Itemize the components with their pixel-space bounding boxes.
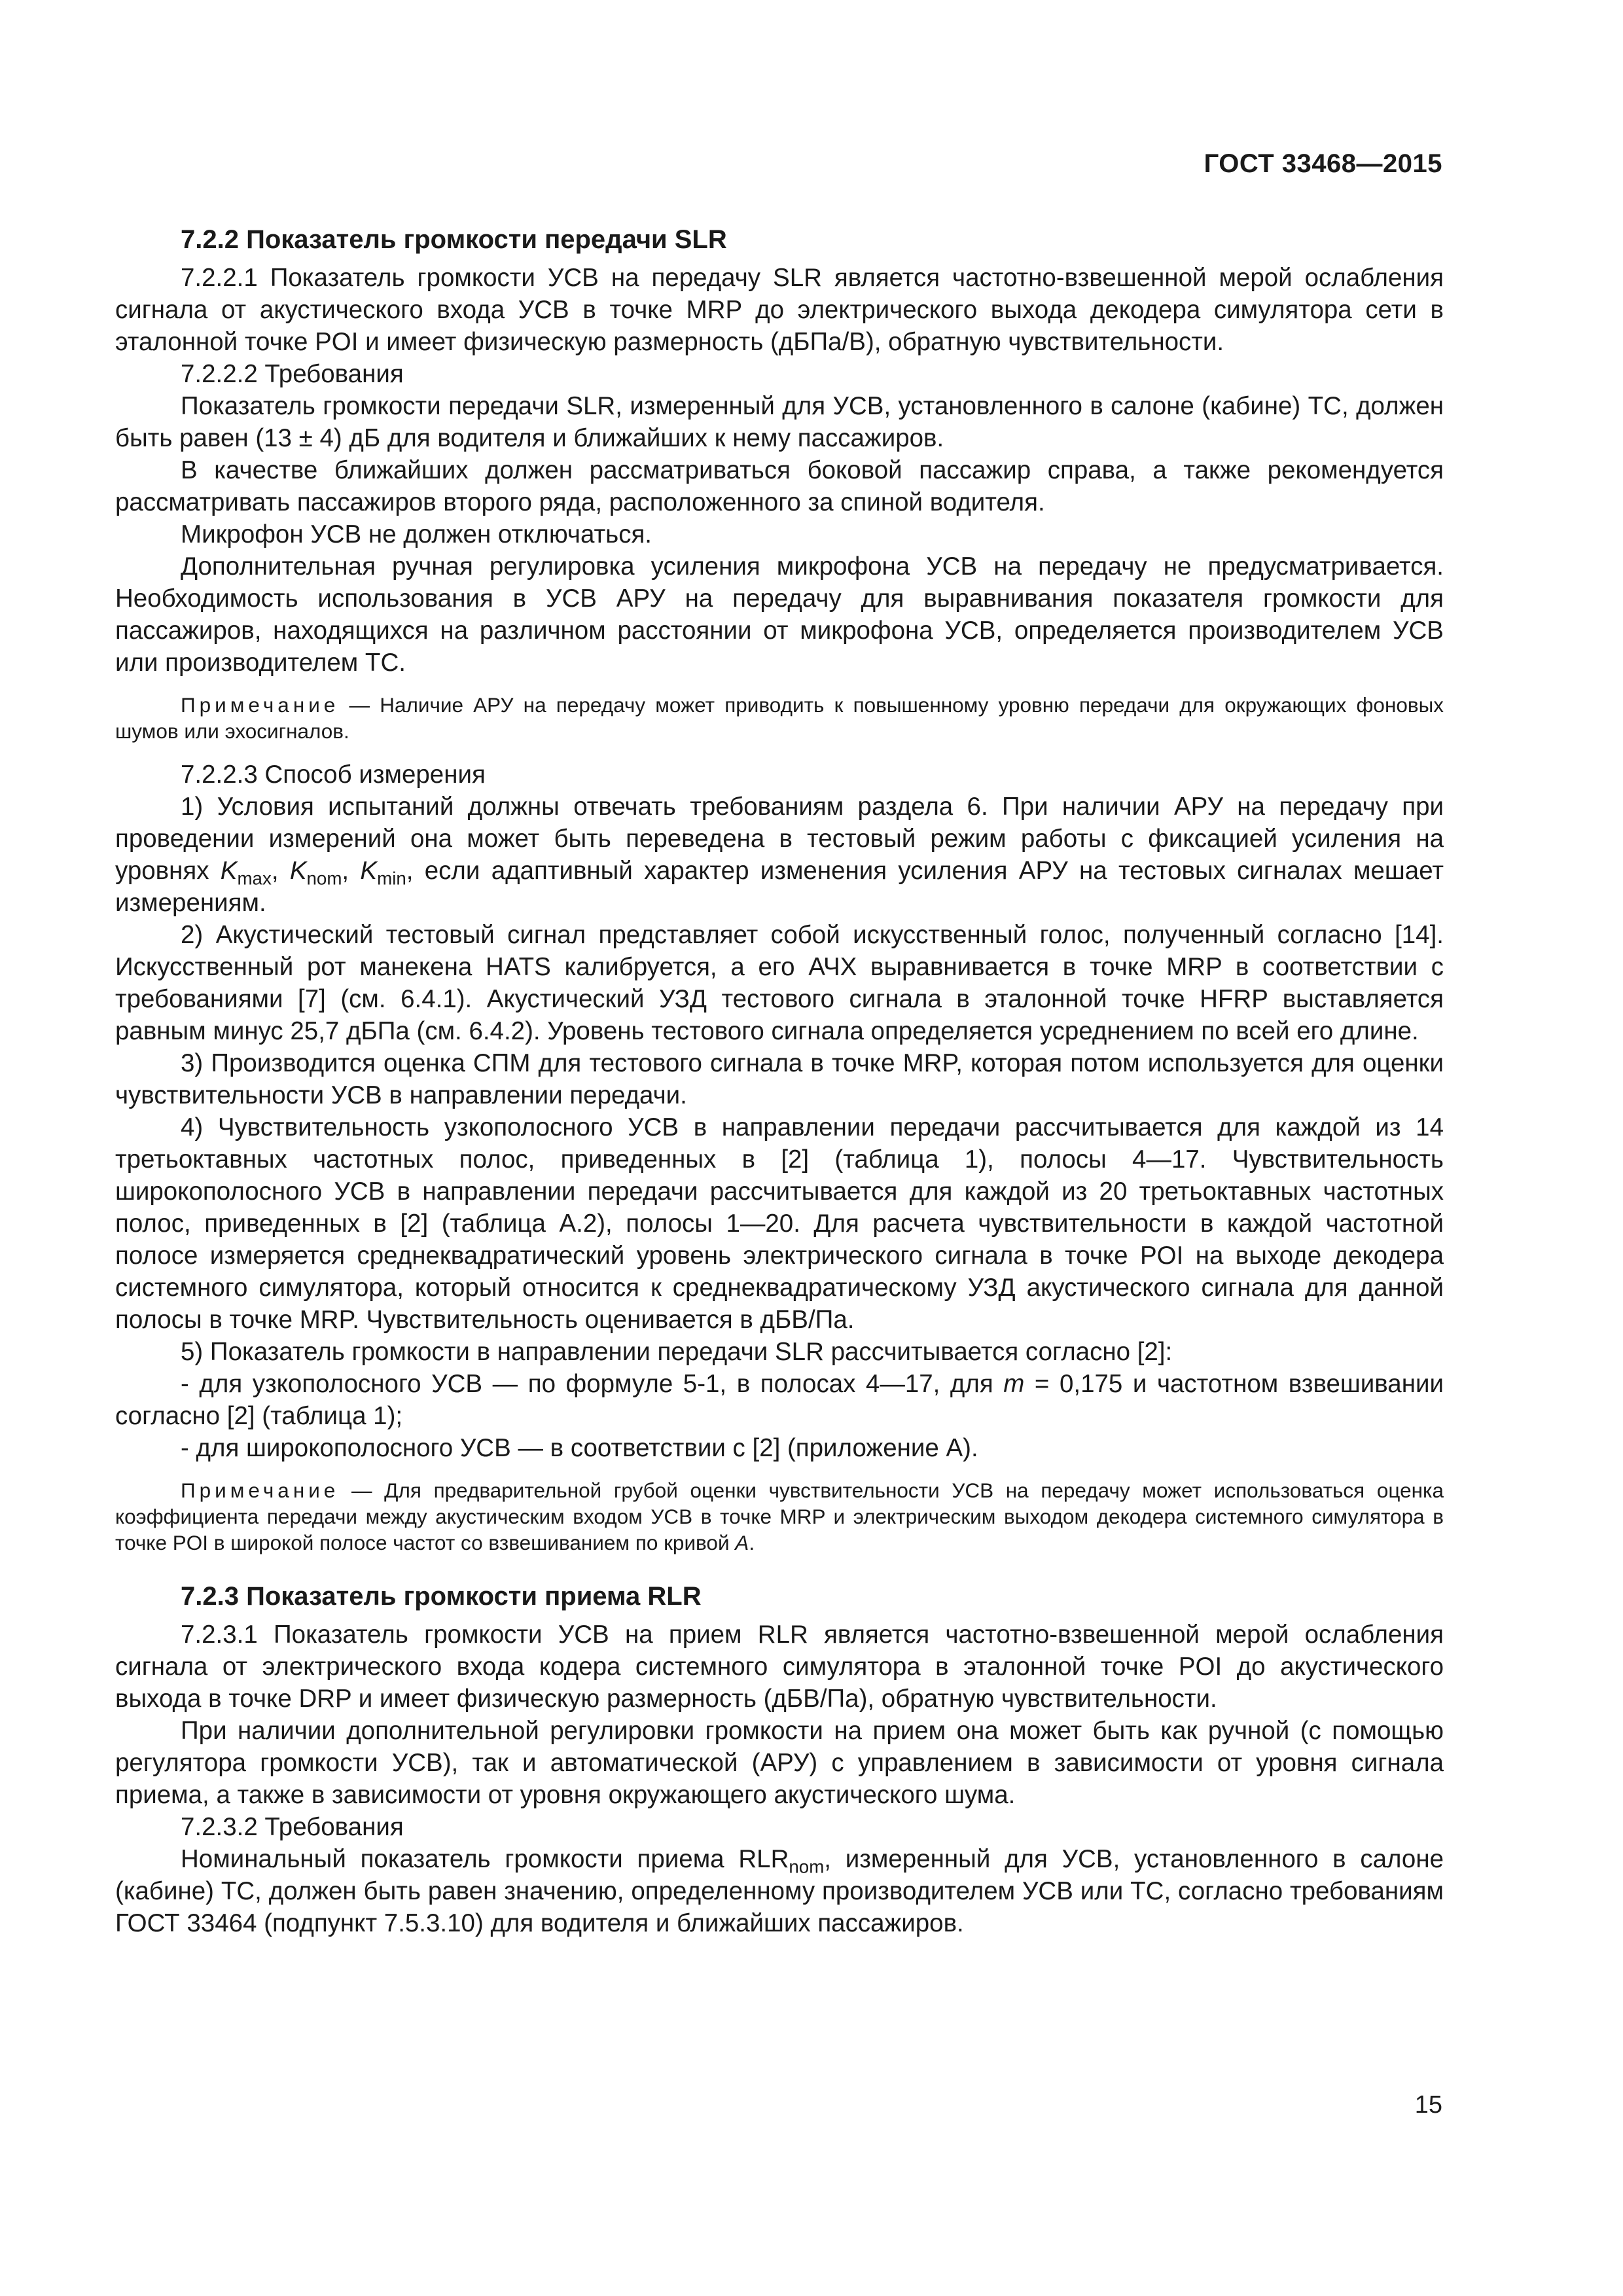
section-heading-7-2-3: 7.2.3 Показатель громкости приема RLR bbox=[181, 1582, 702, 1611]
subheading-method: 7.2.2.3 Способ измерения bbox=[181, 761, 486, 789]
paragraph-req-4: Дополнительная ручная регулировка усиления микрофона УСВ на передачу не предусматривается. Необходимость использования в УСВ АРУ на передачу для выравнивания показателя громкости для пассажиров, находящихся на различном расстоянии от микрофона УСВ, определяется производителем УСВ или производителем ТС. bbox=[115, 552, 1444, 677]
method-item-3: 3) Производится оценка СПМ для тестового сигнала в точке MRP, которая потом используется для оценки чувствительности УСВ в направлении передачи. bbox=[115, 1049, 1444, 1109]
method-item-1: 1) Условия испытаний должны отвечать требованиям раздела 6. При наличии АРУ на передачу при проведении измерений она может быть переведена в тестовый режим работы с фиксацией усиления на уровнях $K_{max}$, $K_{nom}$, $K_{min}$, если адаптивный характер изменения усиления АРУ на тестовых сигналах мешает измерениям. bbox=[115, 793, 1444, 917]
method-item-5: 5) Показатель громкости в направлении передачи SLR рассчитывается согласно [2]: bbox=[181, 1338, 1173, 1366]
page-content bbox=[115, 223, 1444, 1939]
note-label: Примечание bbox=[181, 1479, 340, 1502]
paragraph-req-3: Микрофон УСВ не должен отключаться. bbox=[181, 520, 652, 548]
paragraph-req-2: В качестве ближайших должен рассматриваться боковой пассажир справа, а также рекомендуется рассматривать пассажиров второго ряда, расположенного за спиной водителя. bbox=[115, 456, 1444, 516]
method-item-4: 4) Чувствительность узкополосного УСВ в направлении передачи рассчитывается для каждой из 14 третьоктавных частотных полос, приведенных в [2] (таблица 1), полосы 4—17. Чувствительность широкополосного УСВ в направлении передачи рассчитывается для каждой из 20 третьоктавных частотных полос, приведенных в [2] (таблица А.2), полосы 1—20. Для расчета чувствительности в каждой частотной полосе измеряется среднеквадратический уровень электрического сигнала в точке POI на выходе декодера системного симулятора, который относится к среднеквадратическому УЗД акустического сигнала для данной полосы в точке MRP. Чувствительность оценивается в дБВ/Па. bbox=[115, 1113, 1444, 1334]
note-1 bbox=[115, 692, 1444, 744]
note-2: Примечание — Для предварительной грубой оценки чувствительности УСВ на передачу может использоваться оценка коэффициента передачи между акустическим входом УСВ в точке MRP и электрическим выходом декодера системного симулятора в точке POI в широкой полосе частот со взвешиванием по кривой A. bbox=[115, 1479, 1444, 1554]
paragraph-7-2-2-1: 7.2.2.1 Показатель громкости УСВ на передачу SLR является частотно-взвешенной мерой ослабления сигнала от акустического входа УСВ в точке MRP до электрического выхода декодера симулятора сети в эталонной точке POI и имеет физическую размерность (дБПа/В), обратную чувствительности. bbox=[115, 264, 1444, 356]
note-text: — Наличие АРУ на передачу может приводить к повышенному уровню передачи для окружающих фоновых шумов или эхосигналов. bbox=[115, 693, 1444, 743]
subheading-requirements-2: 7.2.3.2 Требования bbox=[181, 1813, 404, 1841]
paragraph-7-2-3-1: 7.2.3.1 Показатель громкости УСВ на прием RLR является частотно-взвешенной мерой ослабления сигнала от электрического входа кодера системного симулятора в эталонной точке POI до акустического выхода в точке DRP и имеет физическую размерность (дБВ/Па), обратную чувствительности. bbox=[115, 1621, 1444, 1713]
method-item-5-narrowband: - для узкополосного УСВ — по формуле 5-1, в полосах 4—17, для m = 0,175 и частотном взвешивании согласно [2] (таблица 1); bbox=[115, 1370, 1444, 1430]
paragraph-req-1: Показатель громкости передачи SLR, измеренный для УСВ, установленного в салоне (кабине) ТС, должен быть равен (13 ± 4) дБ для водителя и ближайших к нему пассажиров. bbox=[115, 392, 1444, 452]
paragraph-7-2-3-1-b: При наличии дополнительной регулировки громкости на прием она может быть как ручной (с помощью регулятора громкости УСВ), так и автоматической (АРУ) с управлением в зависимости от уровня сигнала приема, а также в зависимости от уровня окружающего акустического шума. bbox=[115, 1717, 1444, 1809]
subheading-requirements: 7.2.2.2 Требования bbox=[181, 360, 404, 388]
page-number: 15 bbox=[1414, 2091, 1442, 2119]
document-header-id: ГОСТ 33468—2015 bbox=[1204, 149, 1442, 178]
method-item-5-wideband: - для широкополосного УСВ — в соответствии с [2] (приложение А). bbox=[181, 1434, 978, 1462]
method-item-2: 2) Акустический тестовый сигнал представляет собой искусственный голос, полученный согласно [14]. Искусственный рот манекена HATS калибруется, а его АЧХ выравнивается в точке MRP в соответствии с требованиями [7] (см. 6.4.1). Акустический УЗД тестового сигнала в эталонной точке HFRP выставляется равным минус 25,7 дБПа (см. 6.4.2). Уровень тестового сигнала определяется усреднением по всей его длине. bbox=[115, 921, 1444, 1045]
section-heading-7-2-2: 7.2.2 Показатель громкости передачи SLR bbox=[181, 225, 727, 254]
paragraph-rlr-nom: Номинальный показатель громкости приема $RLR_{nom}$, измеренный для УСВ, установленного в салоне (кабине) ТС, должен быть равен значению, определенному производителем УСВ или ТС, согласно требованиям ГОСТ 33464 (подпункт 7.5.3.10) для водителя и ближайших пассажиров. bbox=[115, 1845, 1444, 1937]
note-label: Примечание bbox=[181, 693, 340, 717]
